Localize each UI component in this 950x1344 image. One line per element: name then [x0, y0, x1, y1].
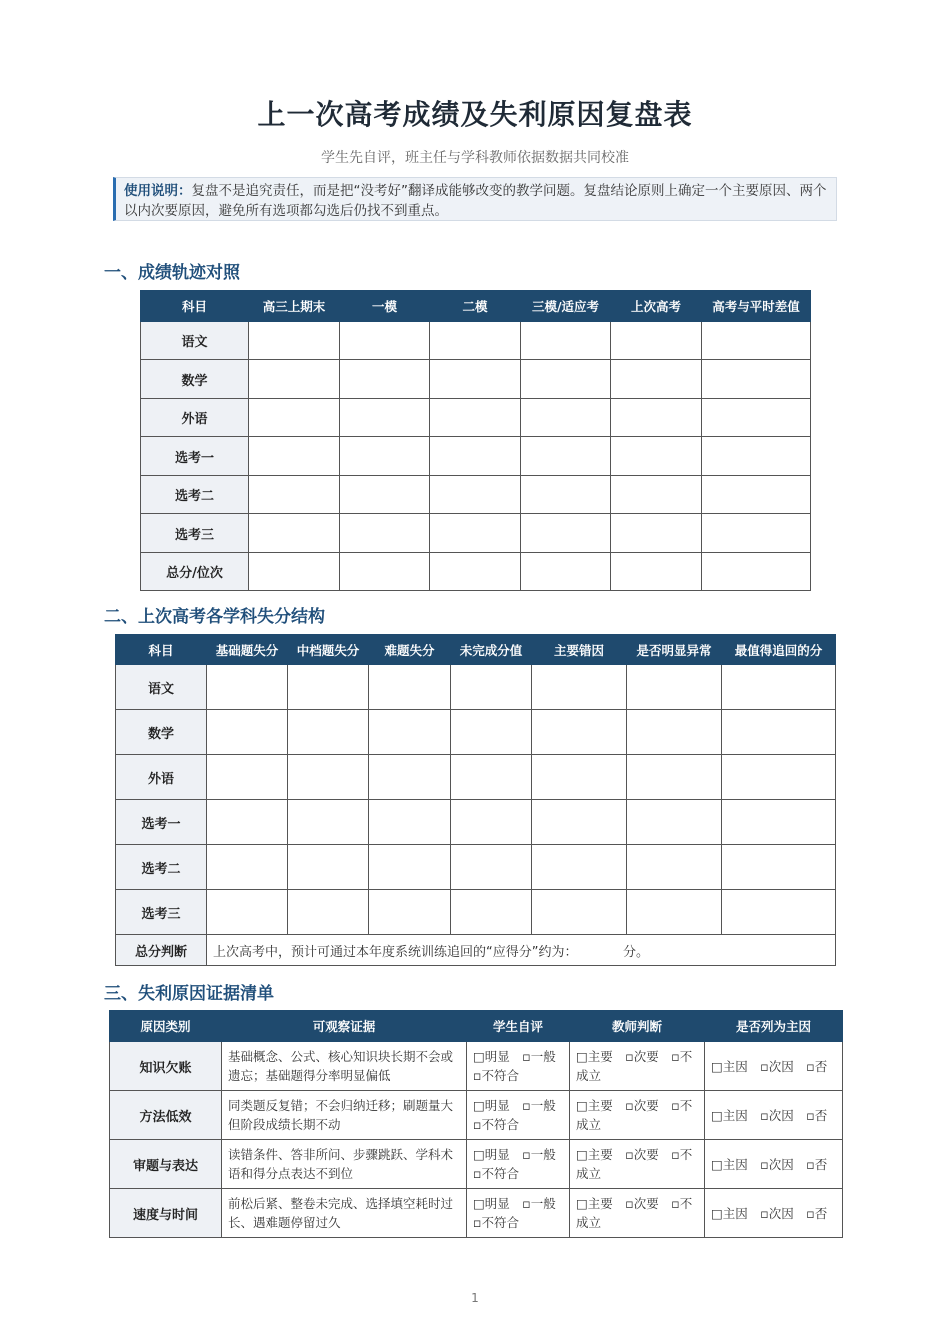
- loss-cell[interactable]: [207, 710, 288, 755]
- score-cell[interactable]: [611, 360, 702, 399]
- table-row: [110, 1091, 843, 1140]
- cause-evidence: 基础概念、公式、核心知识块长期不会或遗忘；基础题得分率明显偏低: [222, 1042, 467, 1091]
- loss-cell[interactable]: [532, 800, 627, 845]
- score-cell[interactable]: [521, 399, 611, 437]
- subject-label: 语文: [116, 665, 207, 710]
- loss-cell[interactable]: [207, 665, 288, 710]
- table-row: [116, 710, 836, 755]
- teacher-judgement-options[interactable]: □主要 ▫次要 ▫不成立: [570, 1091, 705, 1140]
- teacher-judgement-options[interactable]: □主要 ▫次要 ▫不成立: [570, 1189, 705, 1238]
- score-cell[interactable]: [702, 476, 811, 514]
- table3-header: 学生自评: [467, 1011, 570, 1042]
- loss-cell[interactable]: [369, 710, 451, 755]
- loss-cell[interactable]: [627, 890, 722, 935]
- score-cell[interactable]: [611, 399, 702, 437]
- score-cell[interactable]: [249, 553, 340, 591]
- main-cause-options[interactable]: □主因 ▫次因 ▫否: [705, 1091, 843, 1140]
- loss-cell[interactable]: [288, 845, 369, 890]
- loss-cell[interactable]: [532, 710, 627, 755]
- table3-header: 原因类别: [110, 1011, 222, 1042]
- teacher-judgement-options[interactable]: □主要 ▫次要 ▫不成立: [570, 1140, 705, 1189]
- table1-header: 二模: [430, 291, 521, 322]
- score-cell[interactable]: [430, 360, 521, 399]
- score-cell[interactable]: [340, 399, 430, 437]
- usage-note-text: 复盘不是追究责任，而是把“没考好”翻译成能够改变的教学问题。复盘结论原则上确定一个主要原因、两个以内次要原因，避免所有选项都勾选后仍找不到重点。: [124, 183, 827, 219]
- self-eval-options[interactable]: □明显 ▫一般 ▫不符合: [467, 1091, 570, 1140]
- loss-cell[interactable]: [532, 755, 627, 800]
- loss-cell[interactable]: [288, 710, 369, 755]
- score-cell[interactable]: [249, 514, 340, 553]
- loss-cell[interactable]: [722, 710, 836, 755]
- table-row: [141, 360, 811, 399]
- table2-header: 基础题失分: [207, 635, 288, 665]
- subject-label: 选考一: [141, 437, 249, 476]
- score-cell[interactable]: [521, 322, 611, 360]
- subject-label: 外语: [116, 755, 207, 800]
- usage-note-label: 使用说明：: [124, 183, 192, 199]
- score-cell[interactable]: [430, 553, 521, 591]
- table1-header: 高三上期末: [249, 291, 340, 322]
- loss-cell[interactable]: [722, 665, 836, 710]
- table2-header: 科目: [116, 635, 207, 665]
- table-row: [141, 514, 811, 553]
- score-cell[interactable]: [340, 322, 430, 360]
- score-cell[interactable]: [521, 553, 611, 591]
- score-cell[interactable]: [521, 476, 611, 514]
- loss-cell[interactable]: [722, 845, 836, 890]
- table-row: [116, 890, 836, 935]
- score-cell[interactable]: [702, 360, 811, 399]
- table2-header: 主要错因: [532, 635, 627, 665]
- table3-header: 教师判断: [570, 1011, 705, 1042]
- loss-cell[interactable]: [627, 845, 722, 890]
- total-judgement-label: 总分判断: [116, 935, 207, 966]
- table1-header: 高考与平时差值: [702, 291, 811, 322]
- loss-cell[interactable]: [722, 800, 836, 845]
- table-row: [116, 665, 836, 710]
- table-row: [116, 935, 836, 966]
- score-cell[interactable]: [611, 553, 702, 591]
- score-cell[interactable]: [611, 476, 702, 514]
- subject-label: 选考二: [116, 845, 207, 890]
- table3-header: 可观察证据: [222, 1011, 467, 1042]
- loss-cell[interactable]: [451, 665, 532, 710]
- cause-category: 审题与表达: [110, 1140, 222, 1189]
- usage-note: [113, 177, 837, 221]
- subject-label: 外语: [141, 399, 249, 437]
- loss-cell[interactable]: [451, 800, 532, 845]
- loss-cell[interactable]: [532, 665, 627, 710]
- score-cell[interactable]: [521, 437, 611, 476]
- score-cell[interactable]: [430, 437, 521, 476]
- teacher-judgement-options[interactable]: □主要 ▫次要 ▫不成立: [570, 1042, 705, 1091]
- score-cell[interactable]: [249, 437, 340, 476]
- table-row: [141, 399, 811, 437]
- table-row: [141, 322, 811, 360]
- loss-cell[interactable]: [288, 800, 369, 845]
- self-eval-options[interactable]: □明显 ▫一般 ▫不符合: [467, 1189, 570, 1238]
- score-cell[interactable]: [249, 360, 340, 399]
- main-cause-options[interactable]: □主因 ▫次因 ▫否: [705, 1189, 843, 1238]
- score-loss-table: [115, 634, 836, 966]
- cause-evidence-table: [109, 1010, 843, 1238]
- main-cause-options[interactable]: □主因 ▫次因 ▫否: [705, 1140, 843, 1189]
- loss-cell[interactable]: [451, 710, 532, 755]
- page-number: 1: [471, 1291, 479, 1305]
- loss-cell[interactable]: [627, 710, 722, 755]
- subject-label: 选考三: [141, 514, 249, 553]
- score-cell[interactable]: [611, 514, 702, 553]
- loss-cell[interactable]: [627, 800, 722, 845]
- score-cell[interactable]: [430, 399, 521, 437]
- loss-cell[interactable]: [451, 890, 532, 935]
- score-cell[interactable]: [249, 322, 340, 360]
- loss-cell[interactable]: [369, 755, 451, 800]
- table-row: [110, 1042, 843, 1091]
- loss-cell[interactable]: [288, 890, 369, 935]
- table2-header: 未完成分值: [451, 635, 532, 665]
- cause-evidence: 同类题反复错；不会归纳迁移；刷题量大但阶段成绩长期不动: [222, 1091, 467, 1140]
- cause-category: 速度与时间: [110, 1189, 222, 1238]
- table-row: [141, 553, 811, 591]
- cause-category: 知识欠账: [110, 1042, 222, 1091]
- page-title: 上一次高考成绩及失利原因复盘表: [257, 98, 693, 131]
- score-cell[interactable]: [340, 360, 430, 399]
- loss-cell[interactable]: [532, 845, 627, 890]
- score-cell[interactable]: [340, 553, 430, 591]
- score-cell[interactable]: [702, 514, 811, 553]
- cause-category: 方法低效: [110, 1091, 222, 1140]
- subject-label: 语文: [141, 322, 249, 360]
- score-cell[interactable]: [521, 514, 611, 553]
- self-eval-options[interactable]: □明显 ▫一般 ▫不符合: [467, 1042, 570, 1091]
- score-cell[interactable]: [521, 360, 611, 399]
- loss-cell[interactable]: [627, 755, 722, 800]
- score-cell[interactable]: [702, 553, 811, 591]
- loss-cell[interactable]: [627, 665, 722, 710]
- score-cell[interactable]: [702, 399, 811, 437]
- loss-cell[interactable]: [451, 755, 532, 800]
- cause-evidence: 读错条件、答非所问、步骤跳跃、学科术语和得分点表达不到位: [222, 1140, 467, 1189]
- score-cell[interactable]: [340, 514, 430, 553]
- table-row: [116, 845, 836, 890]
- loss-cell[interactable]: [207, 845, 288, 890]
- score-cell[interactable]: [340, 476, 430, 514]
- loss-cell[interactable]: [207, 755, 288, 800]
- table2-header: 中档题失分: [288, 635, 369, 665]
- loss-cell[interactable]: [722, 755, 836, 800]
- subject-label: 选考三: [116, 890, 207, 935]
- score-cell[interactable]: [611, 322, 702, 360]
- score-cell[interactable]: [430, 322, 521, 360]
- loss-cell[interactable]: [369, 800, 451, 845]
- score-cell[interactable]: [430, 476, 521, 514]
- loss-cell[interactable]: [532, 890, 627, 935]
- loss-cell[interactable]: [369, 665, 451, 710]
- table-row: [141, 476, 811, 514]
- table1-header: 上次高考: [611, 291, 702, 322]
- subject-label: 选考一: [116, 800, 207, 845]
- page-subtitle: 学生先自评，班主任与学科教师依据数据共同校准: [321, 150, 629, 166]
- table-row: [141, 437, 811, 476]
- loss-cell[interactable]: [722, 890, 836, 935]
- score-cell[interactable]: [611, 437, 702, 476]
- score-cell[interactable]: [340, 437, 430, 476]
- loss-cell[interactable]: [288, 665, 369, 710]
- score-cell[interactable]: [249, 476, 340, 514]
- table-row: [116, 800, 836, 845]
- section1-title: 一、成绩轨迹对照: [104, 263, 240, 283]
- loss-cell[interactable]: [369, 890, 451, 935]
- score-trajectory-table: [140, 290, 811, 591]
- subject-label: 数学: [141, 360, 249, 399]
- table1-header: 一模: [340, 291, 430, 322]
- loss-cell[interactable]: [207, 890, 288, 935]
- table-row: [116, 755, 836, 800]
- total-judgement-text[interactable]: 上次高考中，预计可通过本年度系统训练追回的“应得分”约为： 分。: [207, 935, 836, 966]
- self-eval-options[interactable]: □明显 ▫一般 ▫不符合: [467, 1140, 570, 1189]
- score-cell[interactable]: [430, 514, 521, 553]
- subject-label: 数学: [116, 710, 207, 755]
- subject-label: 选考二: [141, 476, 249, 514]
- score-cell[interactable]: [702, 437, 811, 476]
- main-cause-options[interactable]: □主因 ▫次因 ▫否: [705, 1042, 843, 1091]
- table-row: [110, 1189, 843, 1238]
- section3-title: 三、失利原因证据清单: [104, 984, 274, 1004]
- section2-title: 二、上次高考各学科失分结构: [104, 607, 325, 627]
- subject-label: 总分/位次: [141, 553, 249, 591]
- table2-header: 是否明显异常: [627, 635, 722, 665]
- cause-evidence: 前松后紧、整卷未完成、选择填空耗时过长、遇难题停留过久: [222, 1189, 467, 1238]
- table-row: [110, 1140, 843, 1189]
- table3-header: 是否列为主因: [705, 1011, 843, 1042]
- loss-cell[interactable]: [288, 755, 369, 800]
- loss-cell[interactable]: [207, 800, 288, 845]
- table1-header: 三模/适应考: [521, 291, 611, 322]
- table2-header: 难题失分: [369, 635, 451, 665]
- score-cell[interactable]: [702, 322, 811, 360]
- loss-cell[interactable]: [369, 845, 451, 890]
- table1-header: 科目: [141, 291, 249, 322]
- table2-header: 最值得追回的分: [722, 635, 836, 665]
- score-cell[interactable]: [249, 399, 340, 437]
- loss-cell[interactable]: [451, 845, 532, 890]
